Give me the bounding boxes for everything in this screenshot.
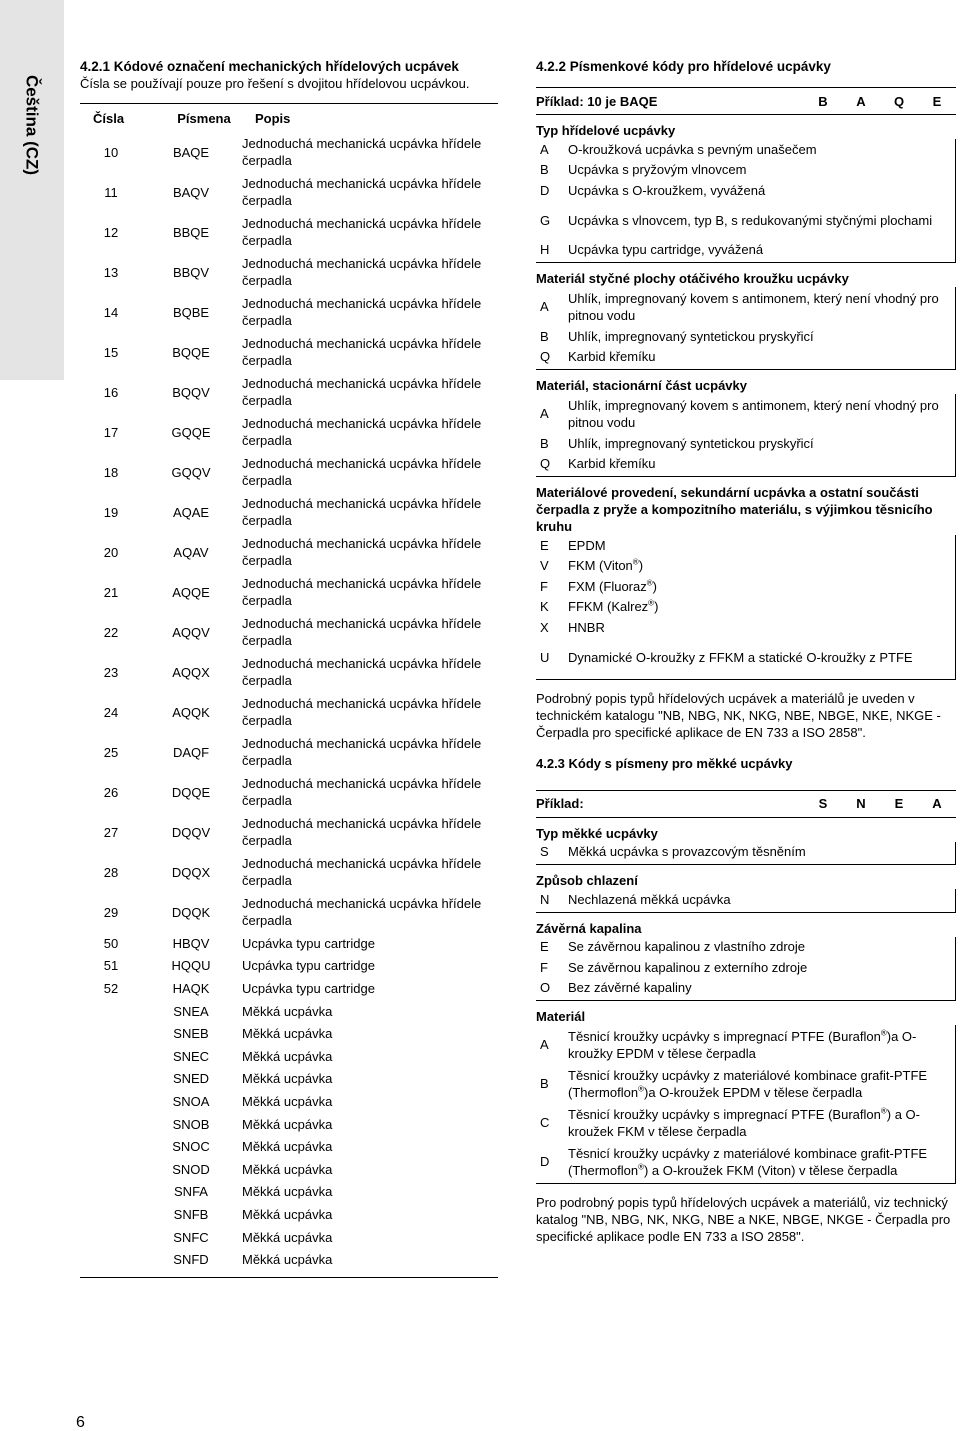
code-description — [568, 1106, 955, 1140]
example-label-2: Příklad: — [536, 796, 584, 811]
soft-type-section — [536, 825, 956, 866]
code-letter: Q — [540, 349, 551, 365]
code-letter: B — [540, 435, 549, 451]
code-item — [536, 1103, 955, 1142]
code-letter: S — [540, 844, 549, 860]
code-letter: A — [540, 299, 549, 314]
code-row-description: Jednoduchá mechanická ucpávka hřídele čerpadla — [242, 456, 482, 488]
code-description: Nechlazená měkká ucpávka — [568, 891, 731, 907]
code-row-letters: AQAV — [173, 544, 209, 560]
material-section — [536, 1008, 956, 1184]
example-letter: E — [932, 93, 942, 109]
code-row-letters: BAQE — [172, 144, 210, 160]
code-letter: B — [540, 1076, 549, 1091]
code-row-letters: AQQE — [172, 584, 210, 600]
registered-mark: ® — [638, 1162, 644, 1172]
code-row-description: Jednoduchá mechanická ucpávka hřídele čerpadla — [242, 176, 482, 208]
code-row-number: 16 — [103, 384, 119, 400]
code-item — [536, 842, 955, 863]
code-letter: D — [540, 182, 550, 198]
code-row-description: Jednoduchá mechanická ucpávka hřídele čerpadla — [242, 416, 482, 448]
code-letter: C — [540, 1115, 550, 1130]
code-row-description: Jednoduchá mechanická ucpávka hřídele čerpadla — [242, 296, 482, 328]
code-list — [536, 842, 956, 866]
code-row-letters: SNFA — [174, 1184, 208, 1200]
code-row-description: Jednoduchá mechanická ucpávka hřídele čerpadla — [242, 856, 482, 888]
code-description-part: ) a O-kroužek FKM v tělese čerpadla — [568, 1106, 920, 1139]
code-row — [80, 1181, 498, 1204]
section-heading: Materiál — [536, 1009, 586, 1024]
code-row — [80, 332, 498, 372]
code-row — [80, 1158, 498, 1181]
code-description-part: FKM (Viton — [568, 558, 633, 574]
code-letter: B — [540, 162, 549, 178]
code-letter: A — [540, 1037, 549, 1052]
codes-table-body — [80, 132, 498, 1277]
code-row — [80, 372, 498, 412]
code-letter: E — [540, 939, 549, 955]
code-item — [536, 326, 955, 347]
rotating-material-section — [536, 270, 956, 370]
code-row — [80, 692, 498, 732]
code-row-description: Jednoduchá mechanická ucpávka hřídele čerpadla — [242, 216, 482, 248]
code-row — [80, 252, 498, 292]
example-letter: E — [894, 796, 904, 811]
code-row-number: 19 — [103, 504, 119, 520]
code-letter: V — [540, 558, 549, 574]
code-row-number: 24 — [103, 704, 119, 720]
code-row-letters: BAQV — [172, 184, 210, 200]
code-item — [536, 394, 955, 433]
code-letter: O — [540, 980, 551, 996]
code-row-letters: SNEB — [173, 1026, 209, 1042]
section-title-421: 4.2.1 Kódové označení mechanických hřídelových ucpávek — [80, 59, 459, 74]
code-item — [536, 180, 955, 201]
code-row-description: Jednoduchá mechanická ucpávka hřídele čerpadla — [242, 376, 482, 408]
example-letter: A — [856, 93, 866, 109]
code-row — [80, 1090, 498, 1113]
code-row-letters: SNFD — [173, 1252, 209, 1268]
registered-mark: ® — [880, 1106, 887, 1116]
code-row-description: Jednoduchá mechanická ucpávka hřídele čerpadla — [242, 136, 482, 168]
code-row-letters: DQQV — [171, 824, 211, 840]
code-row-letters: HQQU — [171, 958, 211, 974]
code-list — [536, 139, 956, 263]
code-item — [536, 139, 955, 160]
code-letter: D — [540, 1154, 550, 1169]
code-item — [536, 617, 955, 638]
code-row-letters: SNED — [172, 1071, 210, 1087]
code-row — [80, 977, 498, 1000]
header-letters: Písmena — [177, 110, 231, 126]
code-row-letters: SNOB — [172, 1116, 210, 1132]
code-description-part: Těsnicí kroužky ucpávky z materiálové kombinace grafit-PTFE (Thermoflon — [568, 1145, 928, 1178]
code-description-part: )a O-kroužek EPDM v tělese čerpadla — [643, 1084, 863, 1100]
code-row — [80, 1135, 498, 1158]
code-row — [80, 212, 498, 252]
code-description: Ucpávka typu cartridge, vyvážená — [568, 242, 764, 258]
code-row-description: Jednoduchá mechanická ucpávka hřídele čerpadla — [242, 256, 482, 288]
code-item — [536, 240, 955, 261]
code-letter: B — [540, 328, 549, 344]
codes-table — [80, 103, 498, 1278]
code-row-description: Ucpávka typu cartridge — [242, 958, 375, 974]
code-row-number: 27 — [103, 824, 119, 840]
code-row-description: Jednoduchá mechanická ucpávka hřídele čerpadla — [242, 496, 482, 528]
example-letter: A — [932, 796, 942, 811]
code-item — [536, 937, 955, 958]
stationary-material-section — [536, 377, 956, 477]
code-description-part: Těsnicí kroužky ucpávky s impregnací PTFE (Buraflon — [568, 1106, 881, 1122]
code-row-description: Jednoduchá mechanická ucpávka hřídele čerpadla — [242, 616, 482, 648]
section-title-422: 4.2.2 Písmenkové kódy pro hřídelové ucpávky — [536, 59, 831, 74]
code-item — [536, 556, 955, 577]
code-row — [80, 852, 498, 892]
code-row-letters: BBQV — [172, 264, 210, 280]
code-row — [80, 812, 498, 852]
code-row-letters: DQQX — [171, 864, 211, 880]
code-item — [536, 889, 955, 910]
code-letter: H — [540, 242, 550, 258]
code-row-description: Měkká ucpávka — [242, 1093, 333, 1109]
code-item — [536, 978, 955, 999]
code-row-number: 26 — [103, 784, 119, 800]
code-description: EPDM — [568, 537, 606, 553]
code-letter: F — [540, 578, 548, 594]
code-row — [80, 1045, 498, 1068]
code-row-description: Měkká ucpávka — [242, 1071, 333, 1087]
code-row-number: 21 — [103, 584, 119, 600]
code-list — [536, 535, 956, 680]
code-description: Ucpávka s vlnovcem, typ B, s redukovanými styčnými plochami — [568, 212, 933, 228]
code-row — [80, 772, 498, 812]
code-row-number: 22 — [103, 624, 119, 640]
code-row-description: Ucpávka typu cartridge — [242, 935, 375, 951]
code-item — [536, 576, 955, 597]
code-item — [536, 1064, 955, 1103]
code-description — [568, 1067, 955, 1101]
code-description: HNBR — [568, 619, 605, 635]
code-description: Uhlík, impregnovaný syntetickou pryskyřicí — [568, 328, 814, 344]
code-description-part: ) — [654, 599, 659, 615]
code-row-letters: BQBE — [172, 304, 210, 320]
example-bar-2 — [536, 790, 956, 818]
registered-mark: ® — [646, 578, 653, 588]
catalog-note-2: Pro podrobný popis typů hřídelových ucpávek a materiálů, viz technický katalog "NB, NBG, NK, NKG, NBE a NKE, NBGE, NKGE - Čerpadla pro specifické aplikace podle EN 733 a ISO 2858". — [536, 1195, 951, 1244]
left-column — [80, 58, 498, 1278]
code-row — [80, 132, 498, 172]
code-row-letters: GQQV — [171, 464, 211, 480]
code-item — [536, 597, 955, 618]
code-row — [80, 412, 498, 452]
barrier-liquid-section — [536, 920, 956, 1002]
code-row — [80, 1022, 498, 1045]
code-row-number: 10 — [103, 144, 119, 160]
code-list — [536, 1025, 956, 1184]
code-item — [536, 287, 955, 326]
code-row-description: Měkká ucpávka — [242, 1161, 333, 1177]
intro-text: Čísla se používají pouze pro řešení s dvojitou hřídelovou ucpávkou. — [80, 76, 470, 91]
example-bar-1 — [536, 87, 956, 115]
code-row — [80, 612, 498, 652]
code-description: Dynamické O-kroužky z FFKM a statické O-kroužky z PTFE — [568, 649, 913, 665]
code-row — [80, 572, 498, 612]
code-description: Karbid křemíku — [568, 456, 656, 472]
catalog-note-1: Podrobný popis typů hřídelových ucpávek a materiálů je uveden v technickém katalogu "NB, NBG, NK, NKG, NBE, NBGE, NKE, NKGE - Čerpadla pro specifické aplikace de EN 733 a ISO 2858". — [536, 690, 941, 740]
code-item — [536, 433, 955, 454]
header-description: Popis — [255, 110, 291, 126]
code-row-letters: AQQX — [172, 664, 210, 680]
code-row-description: Jednoduchá mechanická ucpávka hřídele čerpadla — [242, 576, 482, 608]
code-description-part: FXM (Fluoraz — [568, 578, 647, 594]
code-row — [80, 955, 498, 978]
registered-mark: ® — [880, 1028, 887, 1038]
code-row-number: 14 — [103, 304, 119, 320]
code-letter: E — [540, 537, 549, 553]
code-row-description: Jednoduchá mechanická ucpávka hřídele čerpadla — [242, 536, 482, 568]
secondary-material-section — [536, 484, 956, 680]
code-row-letters: SNOC — [172, 1139, 210, 1155]
code-row — [80, 492, 498, 532]
section-heading: Typ měkké ucpávky — [536, 825, 658, 841]
code-description-part: Těsnicí kroužky ucpávky s impregnací PTFE (Buraflon — [568, 1028, 881, 1044]
code-row-description: Měkká ucpávka — [242, 1048, 333, 1064]
language-side-tab — [0, 0, 64, 380]
code-row-description: Jednoduchá mechanická ucpávka hřídele čerpadla — [242, 656, 482, 688]
code-row-letters: AQQV — [172, 624, 210, 640]
code-row-letters: GQQE — [171, 424, 211, 440]
page-number: 6 — [76, 1414, 85, 1431]
code-item — [536, 957, 955, 978]
section-heading: Materiálové provedení, sekundární ucpávka a ostatní součásti čerpadla z pryže a kompozitního materiálu, s výjimkou těsnicího kruhu — [536, 485, 933, 534]
code-row-description: Měkká ucpávka — [242, 1229, 333, 1245]
example-letter: N — [856, 796, 866, 811]
code-item — [536, 638, 955, 677]
registered-mark: ® — [648, 598, 655, 608]
code-row-description: Měkká ucpávka — [242, 1206, 333, 1222]
code-letter: F — [540, 959, 548, 975]
code-letter: N — [540, 891, 550, 907]
code-description: Uhlík, impregnovaný syntetickou pryskyřicí — [568, 435, 814, 451]
code-row-number: 20 — [103, 544, 119, 560]
code-row-letters: DAQF — [172, 744, 210, 760]
code-letter: X — [540, 619, 549, 635]
code-row-number: 50 — [103, 935, 119, 951]
code-letter: Q — [540, 456, 551, 472]
code-description: Ucpávka s pryžovým vlnovcem — [568, 162, 747, 178]
code-row — [80, 1000, 498, 1023]
code-description: O-kroužková ucpávka s pevným unašečem — [568, 141, 817, 157]
code-row — [80, 1203, 498, 1226]
code-row-letters: AQQK — [172, 704, 210, 720]
example-label-1: Příklad: 10 je BAQE — [536, 93, 658, 109]
code-list — [536, 889, 956, 913]
section-heading: Materiál styčné plochy otáčivého kroužku ucpávky — [536, 271, 849, 286]
code-row-number: 11 — [104, 184, 118, 200]
code-row-description: Měkká ucpávka — [242, 1139, 333, 1155]
code-description: Se závěrnou kapalinou z vlastního zdroje — [568, 939, 806, 955]
code-row-number: 17 — [103, 424, 119, 440]
code-row-description: Měkká ucpávka — [242, 1184, 333, 1200]
code-row-letters: AQAE — [172, 504, 210, 520]
code-description — [568, 1028, 955, 1062]
code-description-part: FFKM (Kalrez — [568, 599, 649, 615]
code-row-letters: SNFC — [173, 1229, 209, 1245]
code-item — [536, 1025, 955, 1064]
code-description: Měkká ucpávka s provazcovým těsněním — [568, 844, 806, 860]
code-row-number: 23 — [103, 664, 119, 680]
example-letter: S — [818, 796, 828, 811]
code-row-letters: SNFB — [173, 1206, 209, 1222]
code-row-letters: DQQE — [171, 784, 211, 800]
code-list — [536, 937, 956, 1002]
code-item — [536, 454, 955, 475]
code-row-description: Jednoduchá mechanická ucpávka hřídele čerpadla — [242, 336, 482, 368]
code-description: Ucpávka s O-kroužkem, vyvážená — [568, 182, 766, 198]
code-list — [536, 287, 956, 370]
section-heading: Závěrná kapalina — [536, 920, 642, 936]
code-description — [568, 598, 955, 615]
code-row-description: Ucpávka typu cartridge — [242, 980, 375, 996]
code-letter: G — [540, 212, 551, 228]
section-heading: Typ hřídelové ucpávky — [536, 123, 676, 138]
code-row-letters: HBQV — [172, 935, 210, 951]
code-row-number: 13 — [103, 264, 119, 280]
code-row-description: Jednoduchá mechanická ucpávka hřídele čerpadla — [242, 776, 482, 808]
section-heading: Materiál, stacionární část ucpávky — [536, 378, 747, 393]
code-row-letters: SNEA — [173, 1003, 209, 1019]
code-row — [80, 932, 498, 955]
code-description-part: Těsnicí kroužky ucpávky z materiálové kombinace grafit-PTFE (Thermoflon — [568, 1067, 928, 1100]
code-item — [536, 347, 955, 368]
code-row — [80, 892, 498, 932]
code-row-number: 15 — [103, 344, 119, 360]
section-title-423: 4.2.3 Kódy s písmeny pro měkké ucpávky — [536, 755, 793, 771]
code-item — [536, 535, 955, 556]
code-row-letters: DQQK — [171, 904, 211, 920]
code-row-letters: SNOA — [172, 1093, 210, 1109]
code-row-letters: BQQE — [172, 344, 210, 360]
code-row — [80, 172, 498, 212]
code-row — [80, 1068, 498, 1091]
code-description — [568, 578, 955, 595]
code-description-part: ) a O-kroužek FKM (Viton) v tělese čerpadla — [643, 1162, 898, 1178]
code-description-part: ) — [652, 578, 657, 594]
code-row-description: Jednoduchá mechanická ucpávka hřídele čerpadla — [242, 696, 482, 728]
code-row-letters: BBQE — [172, 224, 210, 240]
example-letter: B — [818, 93, 828, 109]
codes-table-header — [80, 104, 498, 132]
code-description — [568, 1145, 955, 1179]
right-column — [536, 58, 956, 1245]
registered-mark: ® — [638, 1084, 644, 1094]
code-description-part: ) — [638, 558, 644, 574]
code-row-number: 51 — [103, 958, 119, 974]
cooling-section — [536, 872, 956, 913]
code-row-letters: SNEC — [172, 1048, 210, 1064]
code-letter: K — [540, 599, 549, 615]
code-description: Karbid křemíku — [568, 349, 656, 365]
code-row — [80, 1226, 498, 1249]
code-row-description: Jednoduchá mechanická ucpávka hřídele čerpadla — [242, 736, 482, 768]
code-row — [80, 292, 498, 332]
code-description: Uhlík, impregnovaný kovem s antimonem, který není vhodný pro pitnou vodu — [568, 290, 939, 323]
code-row-number: 25 — [103, 744, 119, 760]
code-row-description: Měkká ucpávka — [242, 1003, 333, 1019]
code-row-number: 28 — [103, 864, 119, 880]
code-row — [80, 1248, 498, 1271]
code-letter: A — [540, 406, 549, 421]
code-item — [536, 160, 955, 181]
code-row — [80, 1113, 498, 1136]
code-row-description: Měkká ucpávka — [242, 1026, 333, 1042]
code-row-letters: BQQV — [172, 384, 210, 400]
code-row-number: 12 — [103, 224, 119, 240]
code-item — [536, 1142, 955, 1181]
code-row-letters: SNOD — [172, 1161, 210, 1177]
registered-mark: ® — [632, 557, 639, 567]
code-row-number: 18 — [103, 464, 119, 480]
code-letter: U — [540, 649, 550, 665]
seal-type-section — [536, 122, 956, 263]
code-row — [80, 652, 498, 692]
code-row — [80, 732, 498, 772]
language-label: Čeština (CZ) — [22, 74, 42, 176]
code-item — [536, 201, 955, 240]
code-description: Se závěrnou kapalinou z externího zdroje — [568, 959, 808, 975]
code-row — [80, 452, 498, 492]
code-row-description: Měkká ucpávka — [242, 1252, 333, 1268]
code-row — [80, 532, 498, 572]
section-heading: Způsob chlazení — [536, 873, 638, 888]
example-letter: Q — [893, 93, 905, 109]
header-numbers: Čísla — [93, 110, 125, 126]
code-description — [568, 557, 955, 574]
code-row-number: 29 — [103, 904, 119, 920]
code-list — [536, 394, 956, 477]
code-row-number: 52 — [103, 980, 119, 996]
code-row-letters: HAQK — [172, 980, 210, 996]
code-description: Bez závěrné kapaliny — [568, 980, 692, 996]
code-description-part: )a O-kroužky EPDM v tělese čerpadla — [568, 1028, 917, 1061]
code-row-description: Jednoduchá mechanická ucpávka hřídele čerpadla — [242, 816, 482, 848]
code-row-description: Měkká ucpávka — [242, 1116, 333, 1132]
code-description: Uhlík, impregnovaný kovem s antimonem, který není vhodný pro pitnou vodu — [568, 397, 939, 430]
code-letter: A — [540, 141, 549, 157]
code-row-description: Jednoduchá mechanická ucpávka hřídele čerpadla — [242, 896, 482, 928]
